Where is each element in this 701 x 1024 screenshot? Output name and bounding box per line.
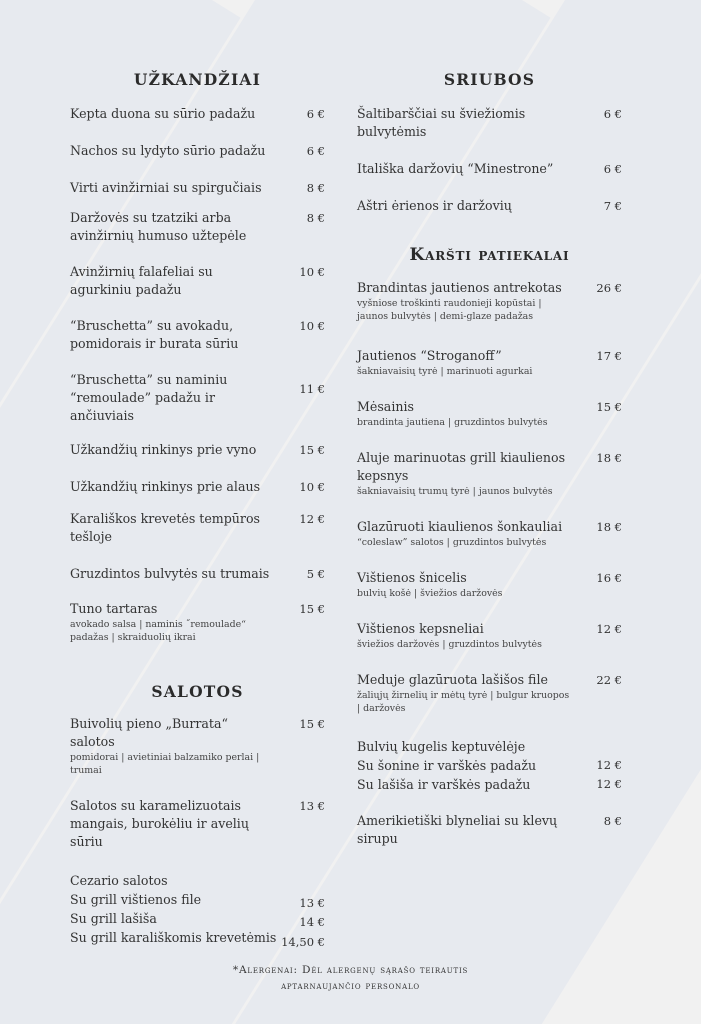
item-description: šviežios daržovės | gruzdintos bulvytės bbox=[357, 639, 542, 650]
item-name: Itališka daržovių “Minestrone” bbox=[357, 161, 554, 176]
menu-item bbox=[70, 715, 325, 777]
item-description: pomidorai | avietiniai balzamiko perlai | trumai bbox=[70, 752, 260, 776]
menu-item bbox=[70, 600, 325, 644]
item-price: 8 € bbox=[306, 181, 325, 195]
item-name: Užkandžių rinkinys prie vyno bbox=[70, 442, 257, 457]
menu-item bbox=[70, 179, 325, 197]
menu-item bbox=[357, 279, 622, 323]
item-name: Vištienos šnicelis bbox=[357, 570, 467, 585]
menu-item bbox=[70, 263, 325, 299]
item-name: Daržovės su tzatziki arba avinžirnių humuso užtepėle bbox=[70, 210, 247, 243]
option-name: Su grill lašiša bbox=[70, 911, 157, 926]
menu-item bbox=[357, 160, 622, 178]
item-price: 13 € bbox=[299, 799, 325, 813]
option-name: Su grill karališkomis krevetėmis bbox=[70, 930, 277, 945]
left-column bbox=[70, 70, 325, 947]
menu-item bbox=[70, 797, 325, 851]
cezario-option bbox=[70, 928, 325, 947]
option-name: Su šonine ir varškės padažu bbox=[357, 758, 537, 773]
item-price: 18 € bbox=[596, 451, 622, 465]
item-name: “Bruschetta” su naminiu “remoulade” padažu ir ančiuviais bbox=[70, 372, 228, 423]
item-description: šakniavaisių tyrė | marinuoti agurkai bbox=[357, 366, 533, 377]
section-title-salotos: SALOTOS bbox=[151, 682, 244, 701]
item-price: 10 € bbox=[299, 319, 325, 333]
menu-item bbox=[357, 197, 622, 215]
section-title-karsti: Karšti patiekalai bbox=[409, 245, 570, 265]
item-name: Mėsainis bbox=[357, 399, 414, 414]
item-name: Buivolių pieno „Burrata“ salotos bbox=[70, 716, 228, 749]
menu-item bbox=[70, 142, 325, 160]
item-price: 6 € bbox=[306, 107, 325, 121]
menu-item bbox=[357, 569, 622, 600]
option-name: Su grill vištienos file bbox=[70, 892, 202, 907]
item-name: Meduje glazūruota lašišos file bbox=[357, 672, 548, 687]
item-description: žaliųjų žirnelių ir mėtų tyrė | bulgur kruopos | daržovės bbox=[357, 690, 570, 714]
item-price: 22 € bbox=[596, 673, 622, 687]
item-price: 6 € bbox=[603, 107, 622, 121]
item-price: 15 € bbox=[596, 400, 622, 414]
option-price: 12 € bbox=[596, 777, 622, 791]
menu-item bbox=[357, 812, 622, 848]
item-name: Brandintas jautienos antrekotas bbox=[357, 280, 562, 295]
item-price: 6 € bbox=[306, 144, 325, 158]
option-price: 13 € bbox=[299, 896, 325, 910]
item-price: 10 € bbox=[299, 480, 325, 494]
item-name: Jautienos “Stroganoff” bbox=[357, 348, 502, 363]
menu-item bbox=[70, 510, 325, 546]
menu-item bbox=[70, 209, 325, 245]
item-description: “coleslaw” salotos | gruzdintos bulvytės bbox=[357, 537, 547, 548]
option-price: 12 € bbox=[596, 758, 622, 772]
item-price: 16 € bbox=[596, 571, 622, 585]
item-name: Aluje marinuotas grill kiaulienos kepsnys bbox=[357, 450, 566, 483]
item-price: 18 € bbox=[596, 520, 622, 534]
section-title-sriubos: SRIUBOS bbox=[443, 70, 536, 89]
menu-item bbox=[357, 347, 622, 378]
kugelis-option bbox=[357, 775, 622, 794]
item-name: Aštri ėrienos ir daržovių bbox=[357, 198, 512, 213]
menu-item bbox=[70, 105, 325, 123]
menu-item bbox=[357, 620, 622, 651]
item-name: Gruzdintos bulvytės su trumais bbox=[70, 566, 270, 581]
item-name: Kepta duona su sūrio padažu bbox=[70, 106, 256, 121]
menu-item bbox=[357, 398, 622, 429]
item-price: 15 € bbox=[299, 717, 325, 731]
item-name: Glazūruoti kiaulienos šonkauliai bbox=[357, 519, 563, 534]
cezario-option bbox=[70, 909, 325, 928]
menu-item bbox=[357, 105, 622, 141]
item-price: 11 € bbox=[299, 382, 325, 396]
item-price: 15 € bbox=[299, 602, 325, 616]
item-price: 7 € bbox=[603, 199, 622, 213]
item-description: brandinta jautiena | gruzdintos bulvytės bbox=[357, 417, 548, 428]
item-name: Šaltibarščiai su šviežiomis bulvytėmis bbox=[357, 106, 526, 139]
menu-item bbox=[70, 371, 325, 425]
item-price: 8 € bbox=[306, 211, 325, 225]
menu-item bbox=[70, 317, 325, 353]
allergen-note-line1: *Alergenai: Dėl alergenų sąrašo teirautis bbox=[232, 964, 469, 976]
item-price: 17 € bbox=[596, 349, 622, 363]
item-name: Salotos su karamelizuotais mangais, burokėliu ir avelių sūriu bbox=[70, 798, 249, 849]
item-description: bulvių košė | šviežios daržovės bbox=[357, 588, 503, 599]
cezario-title: Cezario salotos bbox=[70, 873, 168, 888]
section-title-uzkandziai: UŽKANDŽIAI bbox=[133, 70, 262, 89]
item-name: Virti avinžirniai su spirgučiais bbox=[70, 180, 262, 195]
item-name: Užkandžių rinkinys prie alaus bbox=[70, 479, 261, 494]
menu-item bbox=[357, 449, 622, 498]
item-name: Vištienos kepsneliai bbox=[357, 621, 484, 636]
menu-item bbox=[70, 565, 325, 583]
option-name: Su lašiša ir varškės padažu bbox=[357, 777, 531, 792]
item-price: 26 € bbox=[596, 281, 622, 295]
item-name: “Bruschetta” su avokadu, pomidorais ir burata sūriu bbox=[70, 318, 239, 351]
item-description: šakniavaisių trumų tyrė | jaunos bulvytės bbox=[357, 486, 553, 497]
menu-item bbox=[357, 671, 622, 715]
cezario-option bbox=[70, 890, 325, 909]
allergen-note-line2: aptarnaujančio personalo bbox=[281, 980, 420, 992]
menu-item bbox=[70, 441, 325, 459]
item-name: Karališkos krevetės tempūros tešloje bbox=[70, 511, 260, 544]
item-price: 10 € bbox=[299, 265, 325, 279]
item-price: 12 € bbox=[596, 622, 622, 636]
item-price: 8 € bbox=[603, 814, 622, 828]
allergen-note bbox=[0, 962, 701, 994]
item-name: Avinžirnių falafeliai su agurkiniu padažu bbox=[70, 264, 213, 297]
option-price: 14,50 € bbox=[281, 935, 325, 949]
item-price: 15 € bbox=[299, 443, 325, 457]
item-price: 6 € bbox=[603, 162, 622, 176]
menu-item bbox=[70, 478, 325, 496]
menu-item bbox=[357, 518, 622, 549]
right-column bbox=[357, 70, 622, 848]
option-price: 14 € bbox=[299, 915, 325, 929]
item-price: 12 € bbox=[299, 512, 325, 526]
item-description: vyšniose troškinti raudonieji kopūstai | jaunos bulvytės | demi-glaze padažas bbox=[357, 298, 542, 322]
item-name: Nachos su lydyto sūrio padažu bbox=[70, 143, 266, 158]
kugelis-title: Bulvių kugelis keptuvėlėje bbox=[357, 739, 526, 754]
kugelis-option bbox=[357, 756, 622, 775]
item-price: 5 € bbox=[306, 567, 325, 581]
item-name: Amerikietiški blyneliai su klevų sirupu bbox=[357, 813, 558, 846]
item-description: avokado salsa | naminis ˝remoulade“ padažas | skraiduolių ikrai bbox=[70, 619, 246, 643]
item-name: Tuno tartaras bbox=[70, 601, 158, 616]
